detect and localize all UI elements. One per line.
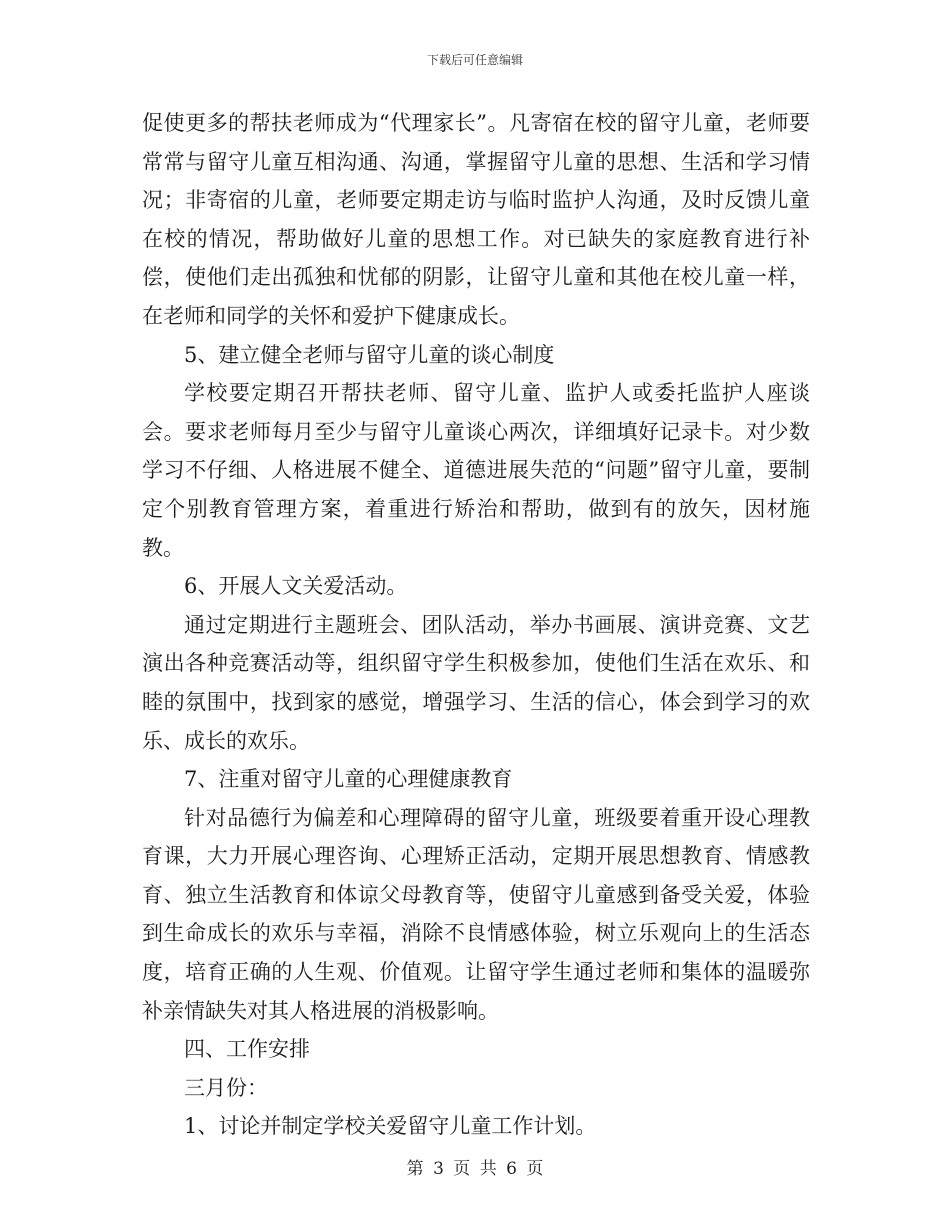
paragraph-continuation: 促使更多的帮扶老师成为“代理家长”。凡寄宿在校的留守儿童，老师要常常与留守儿童互相沟通、沟通，掌握留守儿童的思想、生活和学习情况；非寄宿的儿童，老师要定期走访与临时监护人沟通，及时反馈儿童在校的情况，帮助做好儿童的思想工作。对已缺失的家庭教育进行补偿，使他们走出孤独和忧郁的阴影，让留守儿童和其他在校儿童一样，在老师和同学的关怀和爱护下健康成长。 [142,111,810,328]
document-body [142,104,810,1146]
heading-item-6: 6、开展人文关爱活动。 [184,574,408,599]
heading-item-7: 7、注重对留守儿童的心理健康教育 [184,767,513,792]
page-number-footer: 第 3 页 共 6 页 [406,1159,544,1179]
section-heading-work-plan: 四、工作安排 [184,1037,310,1062]
paragraph-mental-health: 针对品德行为偏差和心理障碍的留守儿童，班级要着重开设心理教育课，大力开展心理咨询、心理矫正活动，定期开展思想教育、情感教育、独立生活教育和体谅父母教育等，使留守儿童感到备受关爱，体验到生命成长的欢乐与幸福，消除不良情感体验，树立乐观向上的生活态度，培育正确的人生观、价值观。让留守学生通过老师和集体的温暖弥补亲情缺失对其人格进展的消极影响。 [142,805,810,1023]
heading-item-5: 5、建立健全老师与留守儿童的谈心制度 [184,342,555,367]
list-item-1: 1、讨论并制定学校关爱留守儿童工作计划。 [184,1114,597,1139]
month-label-march: 三月份： [184,1075,268,1100]
paragraph-activities: 通过定期进行主题班会、团队活动，举办书画展、演讲竞赛、文艺演出各种竞赛活动等，组织留守学生积极参加，使他们生活在欢乐、和睦的氛围中，找到家的感觉，增强学习、生活的信心，体会到学习的欢乐、成长的欢乐。 [142,612,810,753]
paragraph-talk-system: 学校要定期召开帮扶老师、留守儿童、监护人或委托监护人座谈会。要求老师每月至少与留守儿童谈心两次，详细填好记录卡。对少数学习不仔细、人格进展不健全、道德进展失范的“问题”留守儿童，要制定个别教育管理方案，着重进行矫治和帮助，做到有的放矢，因材施教。 [142,381,810,560]
page-header: 下载后可任意编辑 [426,53,523,67]
